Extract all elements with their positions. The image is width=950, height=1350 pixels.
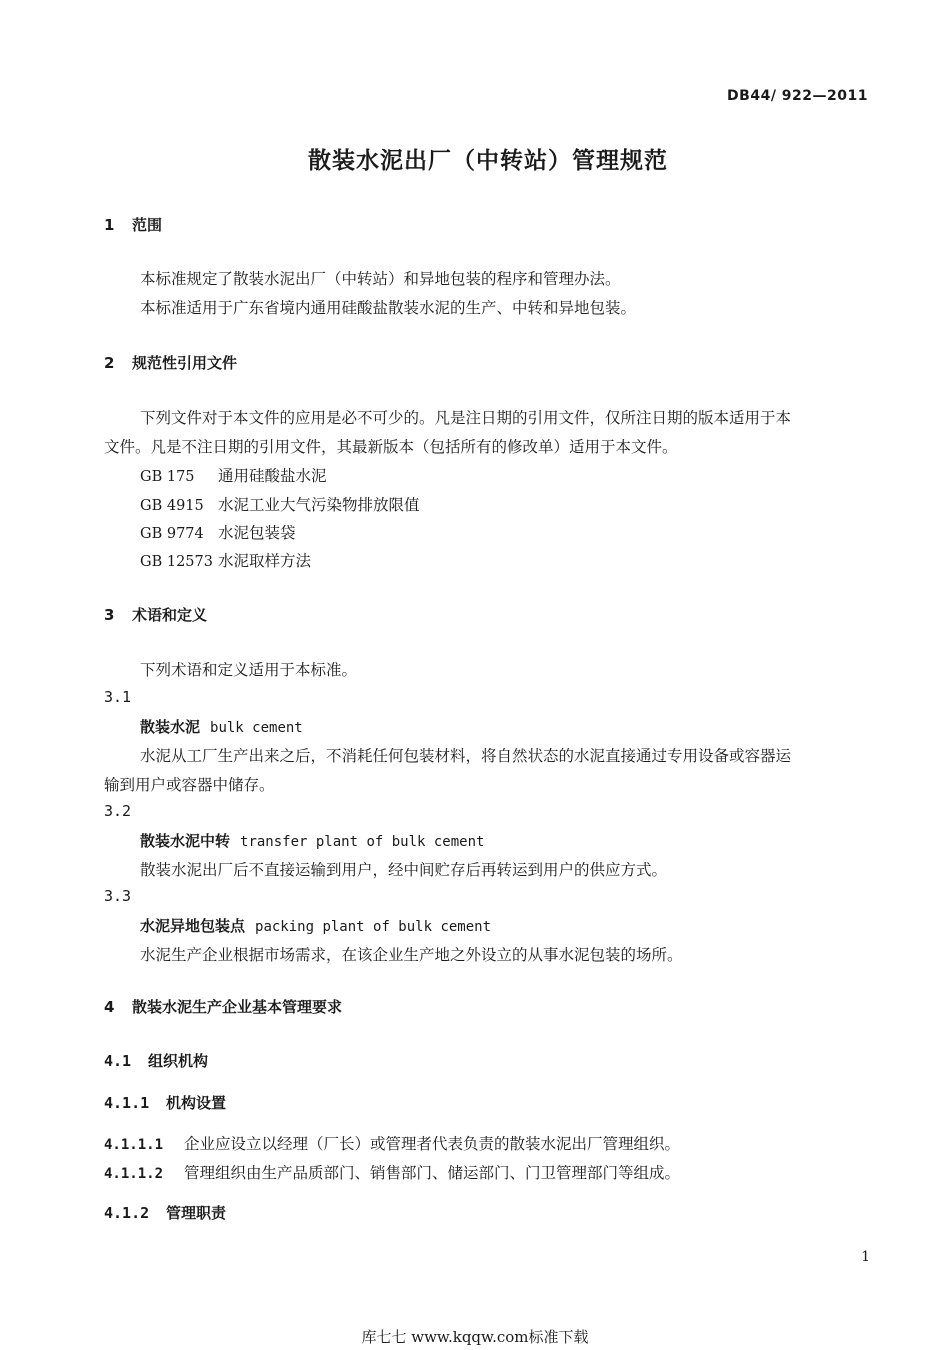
clause bbox=[104, 1132, 680, 1154]
reference-code: GB 9774 bbox=[140, 526, 204, 542]
subsection-heading bbox=[104, 1092, 226, 1113]
subsection-heading bbox=[104, 1202, 226, 1223]
section-1-heading bbox=[104, 214, 162, 235]
term-zh: 散装水泥中转 bbox=[140, 832, 231, 850]
section-title: 术语和定义 bbox=[132, 606, 208, 624]
term-number: 3.1 bbox=[104, 688, 132, 706]
reference-item bbox=[140, 493, 420, 515]
term-zh: 散装水泥 bbox=[140, 718, 201, 736]
section-title: 散装水泥生产企业基本管理要求 bbox=[132, 998, 343, 1016]
footer-watermark[interactable]: 库七七 www.kqqw.com标准下载 bbox=[361, 1328, 589, 1346]
term-number: 3.3 bbox=[104, 887, 132, 905]
term-number: 3.2 bbox=[104, 802, 132, 820]
section-title: 规范性引用文件 bbox=[132, 354, 238, 372]
reference-title: 水泥工业大气污染物排放限值 bbox=[218, 496, 420, 514]
reference-item bbox=[140, 464, 327, 486]
subsection-number: 4.1.1 bbox=[104, 1094, 150, 1112]
paragraph: 本标准适用于广东省境内通用硅酸盐散装水泥的生产、中转和异地包装。 bbox=[140, 299, 637, 317]
reference-code: GB 12573 bbox=[140, 554, 213, 570]
subsection-title: 组织机构 bbox=[148, 1052, 209, 1070]
reference-item bbox=[140, 521, 296, 543]
term-definition: 水泥从工厂生产出来之后，不消耗任何包装材料，将自然状态的水泥直接通过专用设备或容器运 bbox=[140, 747, 792, 765]
page-title: 散装水泥出厂（中转站）管理规范 bbox=[308, 148, 668, 174]
subsection-title: 管理职责 bbox=[166, 1204, 227, 1222]
reference-code: GB 4915 bbox=[140, 498, 204, 514]
section-number: 1 bbox=[104, 216, 115, 234]
section-4-heading bbox=[104, 996, 342, 1017]
subsection-title: 机构设置 bbox=[166, 1094, 227, 1112]
section-number: 2 bbox=[104, 354, 115, 372]
reference-code: GB 175 bbox=[140, 469, 195, 485]
section-3-heading bbox=[104, 604, 207, 625]
term-definition: 输到用户或容器中储存。 bbox=[104, 776, 275, 794]
section-2-heading bbox=[104, 352, 237, 373]
subsection-number: 4.1 bbox=[104, 1052, 132, 1070]
subsection-heading bbox=[104, 1050, 208, 1071]
term-en: bulk cement bbox=[210, 720, 303, 736]
reference-title: 通用硅酸盐水泥 bbox=[218, 467, 327, 485]
paragraph: 本标准规定了散装水泥出厂（中转站）和异地包装的程序和管理办法。 bbox=[140, 270, 621, 288]
reference-item bbox=[140, 549, 311, 571]
term-heading bbox=[140, 915, 491, 936]
reference-title: 水泥取样方法 bbox=[218, 552, 312, 570]
clause-number: 4.1.1.1 bbox=[104, 1137, 164, 1153]
term-definition: 散装水泥出厂后不直接运输到用户，经中间贮存后再转运到用户的供应方式。 bbox=[140, 861, 668, 879]
clause-text: 企业应设立以经理（厂长）或管理者代表负责的散装水泥出厂管理组织。 bbox=[184, 1135, 681, 1153]
subsection-number: 4.1.2 bbox=[104, 1204, 150, 1222]
page-number: 1 bbox=[861, 1249, 870, 1265]
standard-number: DB44/ 922—2011 bbox=[727, 88, 868, 104]
term-zh: 水泥异地包装点 bbox=[140, 917, 246, 935]
term-heading bbox=[140, 830, 484, 851]
term-en: transfer plant of bulk cement bbox=[240, 834, 485, 850]
clause-text: 管理组织由生产品质部门、销售部门、储运部门、门卫管理部门等组成。 bbox=[184, 1164, 681, 1182]
term-definition: 水泥生产企业根据市场需求，在该企业生产地之外设立的从事水泥包装的场所。 bbox=[140, 946, 683, 964]
reference-title: 水泥包装袋 bbox=[218, 524, 296, 542]
section-number: 3 bbox=[104, 606, 115, 624]
term-heading bbox=[140, 716, 303, 737]
paragraph: 文件。凡是不注日期的引用文件，其最新版本（包括所有的修改单）适用于本文件。 bbox=[104, 438, 678, 456]
section-number: 4 bbox=[104, 998, 115, 1016]
paragraph: 下列术语和定义适用于本标准。 bbox=[140, 661, 358, 679]
paragraph: 下列文件对于本文件的应用是必不可少的。凡是注日期的引用文件，仅所注日期的版本适用于本 bbox=[140, 409, 792, 427]
clause bbox=[104, 1161, 680, 1183]
section-title: 范围 bbox=[132, 216, 163, 234]
term-en: packing plant of bulk cement bbox=[255, 919, 492, 935]
clause-number: 4.1.1.2 bbox=[104, 1166, 164, 1182]
